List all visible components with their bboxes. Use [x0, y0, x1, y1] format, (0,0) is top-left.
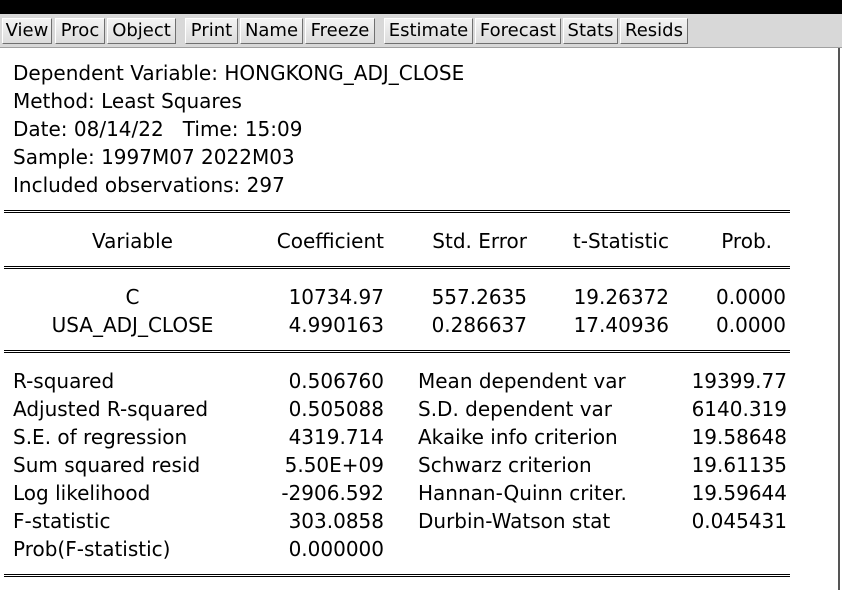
- stat-value-akaike: 19.58648: [691, 425, 787, 449]
- variable-cell: USA_ADJ_CLOSE: [51, 313, 214, 337]
- stat-value-sd-dependent-var: 6140.319: [691, 397, 787, 421]
- stat-label-r-squared: R-squared: [13, 369, 115, 393]
- stat-label-log-likelihood: Log likelihood: [13, 481, 151, 505]
- estimate-button[interactable]: Estimate: [384, 18, 473, 44]
- stat-label-sd-dependent-var: S.D. dependent var: [418, 397, 613, 421]
- resids-button[interactable]: Resids: [620, 18, 688, 44]
- forecast-button[interactable]: Forecast: [475, 18, 561, 44]
- stat-value-schwarz: 19.61135: [691, 453, 787, 477]
- stat-value-prob-f-statistic: 0.000000: [288, 537, 384, 561]
- stat-label-adjusted-r-squared: Adjusted R-squared: [13, 397, 209, 421]
- stat-value-hannan-quinn: 19.59644: [691, 481, 787, 505]
- freeze-button[interactable]: Freeze: [305, 18, 375, 44]
- table-bottom-divider: [4, 574, 790, 577]
- stat-value-mean-dependent-var: 19399.77: [691, 369, 787, 393]
- stat-label-prob-f-statistic: Prob(F-statistic): [13, 537, 171, 561]
- proc-button[interactable]: Proc: [55, 18, 105, 44]
- stat-label-se-regression: S.E. of regression: [13, 425, 188, 449]
- stat-value-f-statistic: 303.0858: [288, 509, 384, 533]
- stats-divider: [4, 350, 790, 353]
- print-button[interactable]: Print: [185, 18, 238, 44]
- stat-label-durbin-watson: Durbin-Watson stat: [418, 509, 611, 533]
- stat-value-durbin-watson: 0.045431: [691, 509, 787, 533]
- table-top-divider: [4, 210, 790, 213]
- dependent-variable-line: Dependent Variable: HONGKONG_ADJ_CLOSE: [13, 61, 465, 85]
- stat-label-mean-dependent-var: Mean dependent var: [418, 369, 626, 393]
- view-button[interactable]: View: [2, 18, 52, 44]
- t-statistic-cell: 19.26372: [573, 285, 669, 309]
- date-time-line: Date: 08/14/22 Time: 15:09: [13, 117, 303, 141]
- stat-label-hannan-quinn: Hannan-Quinn criter.: [418, 481, 627, 505]
- std-error-cell: 0.286637: [431, 313, 527, 337]
- stat-value-r-squared: 0.506760: [288, 369, 384, 393]
- stat-label-akaike: Akaike info criterion: [418, 425, 618, 449]
- toolbar: [0, 14, 842, 48]
- column-header-coefficient: Coefficient: [276, 229, 384, 253]
- column-header-std-error: Std. Error: [432, 229, 527, 253]
- column-header-t-statistic: t-Statistic: [572, 229, 669, 253]
- coefficient-cell: 10734.97: [288, 285, 384, 309]
- column-header-prob: Prob.: [721, 229, 772, 253]
- method-line: Method: Least Squares: [13, 89, 242, 113]
- coefficient-cell: 4.990163: [288, 313, 384, 337]
- stats-button[interactable]: Stats: [563, 18, 618, 44]
- stat-label-schwarz: Schwarz criterion: [418, 453, 592, 477]
- stat-value-se-regression: 4319.714: [288, 425, 384, 449]
- header-divider: [4, 266, 790, 269]
- stat-label-f-statistic: F-statistic: [13, 509, 111, 533]
- stat-value-log-likelihood: -2906.592: [281, 481, 384, 505]
- t-statistic-cell: 17.40936: [573, 313, 669, 337]
- stat-value-adjusted-r-squared: 0.505088: [288, 397, 384, 421]
- stat-label-sum-squared-resid: Sum squared resid: [13, 453, 201, 477]
- observations-line: Included observations: 297: [13, 173, 285, 197]
- window-title-bar: [0, 0, 842, 14]
- sample-line: Sample: 1997M07 2022M03: [13, 145, 295, 169]
- name-button[interactable]: Name: [240, 18, 303, 44]
- prob-cell: 0.0000: [716, 285, 786, 309]
- column-header-variable: Variable: [92, 229, 173, 253]
- prob-cell: 0.0000: [716, 313, 786, 337]
- variable-cell: C: [125, 285, 140, 309]
- object-button[interactable]: Object: [107, 18, 176, 44]
- std-error-cell: 557.2635: [431, 285, 527, 309]
- stat-value-sum-squared-resid: 5.50E+09: [284, 453, 384, 477]
